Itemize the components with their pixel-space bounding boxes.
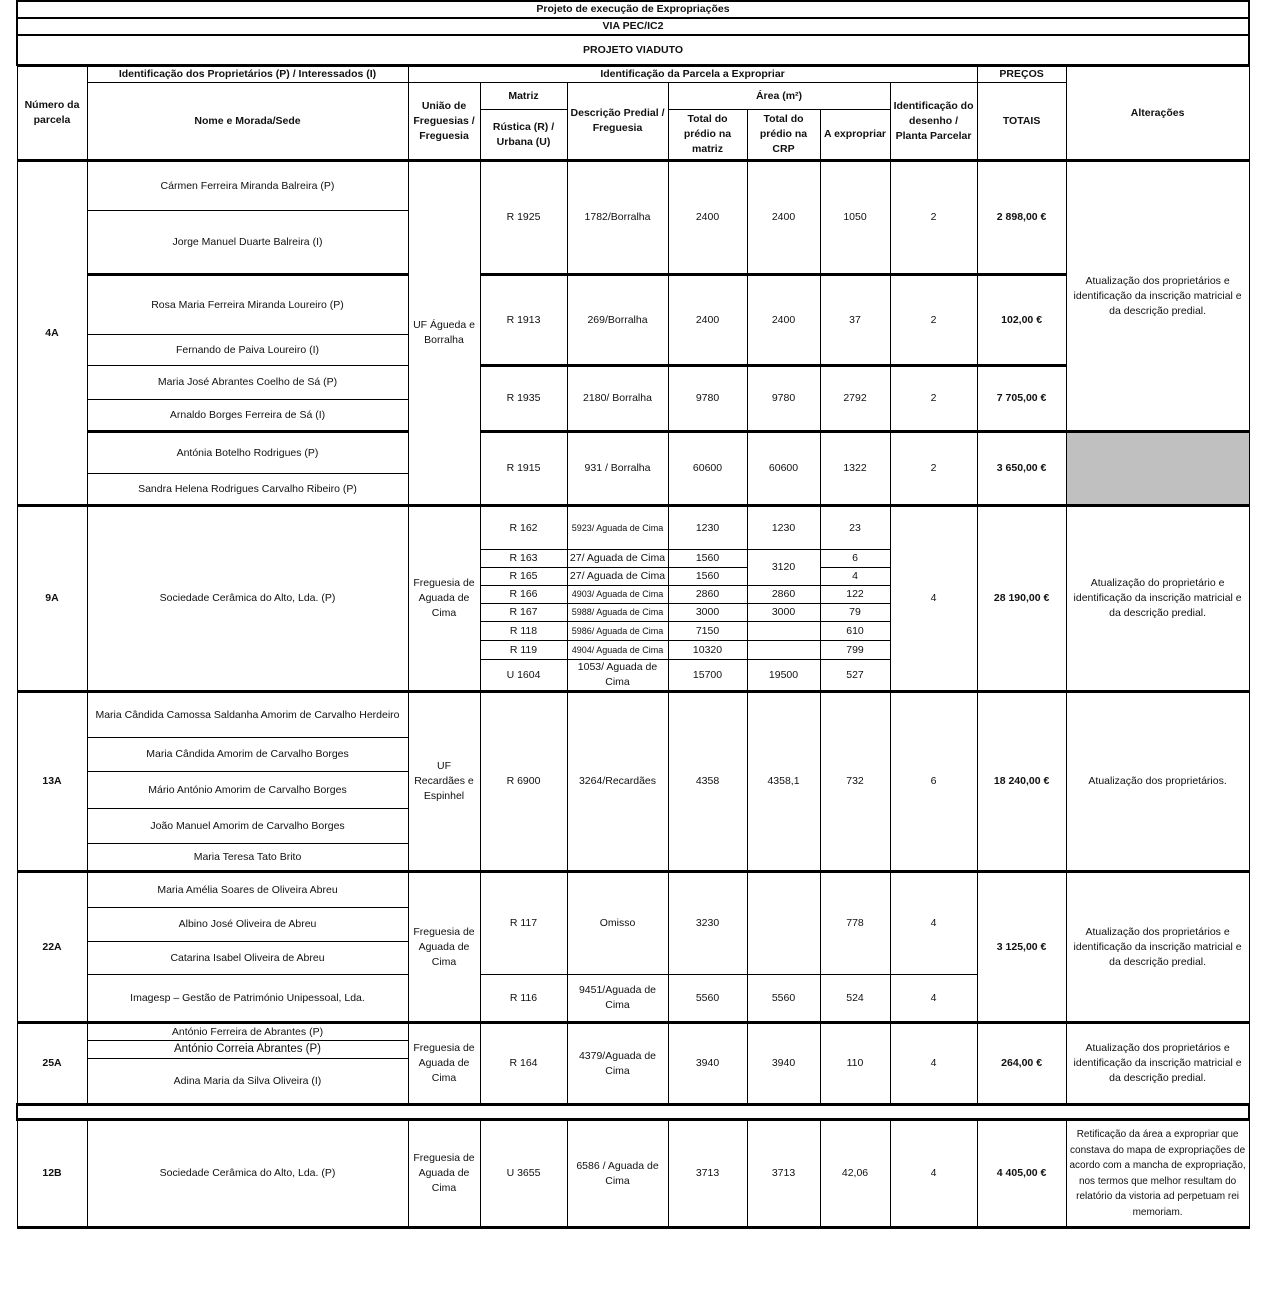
owner-name: António Ferreira de Abrantes (P) [87, 1023, 408, 1041]
matrix-article: R 162 [480, 506, 567, 550]
owner-name: Catarina Isabel Oliveira de Abreu [87, 942, 408, 975]
area-total-crp [747, 641, 820, 660]
area-total-matrix: 9780 [668, 366, 747, 432]
area-total-crp: 60600 [747, 432, 820, 506]
area-to-expropriate: 23 [820, 506, 890, 550]
matrix-article: R 118 [480, 622, 567, 641]
price-total: 18 240,00 € [977, 692, 1066, 872]
area-to-expropriate: 1050 [820, 161, 890, 275]
via-label: VIA PEC/IC2 [17, 18, 1249, 35]
owner-name: Sociedade Cerâmica do Alto, Lda. (P) [87, 1120, 408, 1228]
area-total-matrix: 3230 [668, 872, 747, 975]
area-total-matrix: 3940 [668, 1023, 747, 1105]
owner-name: Maria José Abrantes Coelho de Sá (P) [87, 366, 408, 400]
area-total-crp: 9780 [747, 366, 820, 432]
col-owners-group: Identificação dos Proprietários (P) / Interessados (I) [87, 67, 408, 83]
area-total-crp: 3000 [747, 604, 820, 622]
col-matrix: Matriz [480, 83, 567, 110]
land-description: 5986/ Aguada de Cima [567, 622, 668, 641]
land-description: 269/Borralha [567, 275, 668, 366]
owner-name: Fernando de Paiva Loureiro (I) [87, 335, 408, 366]
col-total-crp: Total do prédio na CRP [747, 110, 820, 161]
area-total-crp: 3940 [747, 1023, 820, 1105]
matrix-article: R 1935 [480, 366, 567, 432]
land-description: 4903/ Aguada de Cima [567, 586, 668, 604]
matrix-article: R 167 [480, 604, 567, 622]
parcel-number: 25A [17, 1023, 87, 1105]
col-parish: União de Freguesias / Freguesia [408, 83, 480, 161]
area-total-matrix: 1230 [668, 506, 747, 550]
matrix-article: R 116 [480, 975, 567, 1023]
owner-name: Maria Cândida Camossa Saldanha Amorim de Carvalho Herdeiro [87, 692, 408, 738]
area-to-expropriate: 2792 [820, 366, 890, 432]
matrix-article: R 6900 [480, 692, 567, 872]
area-total-matrix: 3000 [668, 604, 747, 622]
drawing-id: 4 [890, 1120, 977, 1228]
area-to-expropriate: 1322 [820, 432, 890, 506]
area-total-crp: 19500 [747, 660, 820, 692]
area-to-expropriate: 799 [820, 641, 890, 660]
area-total-crp [747, 622, 820, 641]
area-total-matrix: 2860 [668, 586, 747, 604]
land-description: 5988/ Aguada de Cima [567, 604, 668, 622]
owner-name: Mário António Amorim de Carvalho Borges [87, 772, 408, 809]
owner-name: Imagesp – Gestão de Património Unipessoal, Lda. [87, 975, 408, 1023]
drawing-id: 2 [890, 161, 977, 275]
area-total-crp [747, 872, 820, 975]
parish: Freguesia de Aguada de Cima [408, 1023, 480, 1105]
col-totals: TOTAIS [977, 83, 1066, 161]
col-rustic-urban: Rústica (R) / Urbana (U) [480, 110, 567, 161]
matrix-article: R 166 [480, 586, 567, 604]
col-name-address: Nome e Morada/Sede [87, 83, 408, 161]
change-note: Atualização dos proprietários. [1066, 692, 1249, 872]
col-to-expropriate: A expropriar [820, 110, 890, 161]
project-label: PROJETO VIADUTO [17, 35, 1249, 65]
matrix-article: R 164 [480, 1023, 567, 1105]
matrix-article: R 163 [480, 550, 567, 568]
col-parcel-group: Identificação da Parcela a Expropriar [408, 67, 977, 83]
area-total-crp: 1230 [747, 506, 820, 550]
owner-name: Adina Maria da Silva Oliveira (I) [87, 1059, 408, 1105]
col-area: Área (m²) [668, 83, 890, 110]
matrix-article: R 165 [480, 568, 567, 586]
parcel-number: 22A [17, 872, 87, 1023]
parcel-table [16, 66, 1250, 1229]
col-changes: Alterações [1066, 67, 1249, 161]
matrix-article: R 1915 [480, 432, 567, 506]
land-description: 4379/Aguada de Cima [567, 1023, 668, 1105]
spacer-row [17, 1105, 1249, 1120]
land-description: 2180/ Borralha [567, 366, 668, 432]
parcel-number: 9A [17, 506, 87, 692]
area-total-matrix: 7150 [668, 622, 747, 641]
col-prices-group: PREÇOS [977, 67, 1066, 83]
change-note: Atualização dos proprietários e identificação da inscrição matricial e da descrição predial. [1066, 1023, 1249, 1105]
area-total-crp: 3713 [747, 1120, 820, 1228]
drawing-id: 4 [890, 506, 977, 692]
owner-name: Sociedade Cerâmica do Alto, Lda. (P) [87, 506, 408, 692]
drawing-id: 2 [890, 366, 977, 432]
land-description: Omisso [567, 872, 668, 975]
parish: Freguesia de Aguada de Cima [408, 872, 480, 1023]
matrix-article: R 1925 [480, 161, 567, 275]
area-total-matrix: 2400 [668, 275, 747, 366]
owner-name: Cármen Ferreira Miranda Balreira (P) [87, 161, 408, 211]
area-to-expropriate: 778 [820, 872, 890, 975]
area-total-matrix: 1560 [668, 550, 747, 568]
owner-name: Maria Amélia Soares de Oliveira Abreu [87, 872, 408, 908]
drawing-id: 4 [890, 872, 977, 975]
price-total: 4 405,00 € [977, 1120, 1066, 1228]
drawing-id: 6 [890, 692, 977, 872]
parcel-number: 4A [17, 161, 87, 506]
drawing-id: 2 [890, 275, 977, 366]
area-to-expropriate: 524 [820, 975, 890, 1023]
change-note: Atualização dos proprietários e identificação da inscrição matricial e da descrição predial. [1066, 872, 1249, 1023]
area-total-matrix: 60600 [668, 432, 747, 506]
area-total-matrix: 1560 [668, 568, 747, 586]
col-parcel-number: Número da parcela [17, 67, 87, 161]
area-total-matrix: 5560 [668, 975, 747, 1023]
area-to-expropriate: 37 [820, 275, 890, 366]
matrix-article: R 1913 [480, 275, 567, 366]
area-to-expropriate: 42,06 [820, 1120, 890, 1228]
owner-name: João Manuel Amorim de Carvalho Borges [87, 809, 408, 844]
area-to-expropriate: 110 [820, 1023, 890, 1105]
price-total: 102,00 € [977, 275, 1066, 366]
price-total: 7 705,00 € [977, 366, 1066, 432]
price-total: 264,00 € [977, 1023, 1066, 1105]
parish: Freguesia de Aguada de Cima [408, 506, 480, 692]
area-to-expropriate: 610 [820, 622, 890, 641]
area-total-matrix: 3713 [668, 1120, 747, 1228]
owner-name: Rosa Maria Ferreira Miranda Loureiro (P) [87, 275, 408, 335]
price-total: 3 125,00 € [977, 872, 1066, 1023]
parcel-number: 12B [17, 1120, 87, 1228]
area-total-crp: 3120 [747, 550, 820, 586]
price-total: 3 650,00 € [977, 432, 1066, 506]
area-total-crp: 2860 [747, 586, 820, 604]
area-total-crp: 2400 [747, 275, 820, 366]
land-description: 1053/ Aguada de Cima [567, 660, 668, 692]
matrix-article: R 119 [480, 641, 567, 660]
owner-name: Jorge Manuel Duarte Balreira (I) [87, 211, 408, 275]
expropriation-sheet [16, 0, 1248, 1229]
col-description: Descrição Predial / Freguesia [567, 83, 668, 161]
drawing-id: 4 [890, 1023, 977, 1105]
doc-title: Projeto de execução de Expropriações [17, 1, 1249, 18]
owner-name: Antónia Botelho Rodrigues (P) [87, 432, 408, 474]
parish: UF Recardães e Espinhel [408, 692, 480, 872]
area-total-crp: 2400 [747, 161, 820, 275]
change-note-empty [1066, 432, 1249, 506]
col-drawing-id: Identificação do desenho / Planta Parcelar [890, 83, 977, 161]
area-to-expropriate: 122 [820, 586, 890, 604]
land-description: 931 / Borralha [567, 432, 668, 506]
area-total-matrix: 15700 [668, 660, 747, 692]
land-description: 1782/Borralha [567, 161, 668, 275]
land-description: 5923/ Aguada de Cima [567, 506, 668, 550]
change-note: Atualização do proprietário e identificação da inscrição matricial e da descrição predial. [1066, 506, 1249, 692]
land-description: 3264/Recardães [567, 692, 668, 872]
area-total-matrix: 10320 [668, 641, 747, 660]
matrix-article: U 3655 [480, 1120, 567, 1228]
title-block [16, 0, 1250, 66]
drawing-id: 2 [890, 432, 977, 506]
land-description: 4904/ Aguada de Cima [567, 641, 668, 660]
land-description: 27/ Aguada de Cima [567, 550, 668, 568]
land-description: 6586 / Aguada de Cima [567, 1120, 668, 1228]
area-to-expropriate: 732 [820, 692, 890, 872]
parish: Freguesia de Aguada de Cima [408, 1120, 480, 1228]
col-total-matrix: Total do prédio na matriz [668, 110, 747, 161]
area-total-matrix: 4358 [668, 692, 747, 872]
price-total: 2 898,00 € [977, 161, 1066, 275]
owner-name: António Correia Abrantes (P) [87, 1041, 408, 1059]
matrix-article: U 1604 [480, 660, 567, 692]
land-description: 9451/Aguada de Cima [567, 975, 668, 1023]
change-note: Atualização dos proprietários e identificação da inscrição matricial e da descrição predial. [1066, 161, 1249, 432]
parcel-number: 13A [17, 692, 87, 872]
owner-name: Maria Teresa Tato Brito [87, 844, 408, 872]
parish: UF Águeda e Borralha [408, 161, 480, 506]
area-to-expropriate: 527 [820, 660, 890, 692]
change-note: Retificação da área a expropriar que constava do mapa de expropriações de acordo com a mancha de expropriação, nos termos que melhor resultam do relatório da vistoria ad perpetuam rei memoriam. [1066, 1120, 1249, 1228]
owner-name: Maria Cândida Amorim de Carvalho Borges [87, 738, 408, 772]
area-total-crp: 5560 [747, 975, 820, 1023]
area-to-expropriate: 79 [820, 604, 890, 622]
owner-name: Sandra Helena Rodrigues Carvalho Ribeiro (P) [87, 474, 408, 506]
drawing-id: 4 [890, 975, 977, 1023]
owner-name: Arnaldo Borges Ferreira de Sá (I) [87, 400, 408, 432]
owner-name: Albino José Oliveira de Abreu [87, 908, 408, 942]
area-to-expropriate: 4 [820, 568, 890, 586]
matrix-article: R 117 [480, 872, 567, 975]
area-total-crp: 4358,1 [747, 692, 820, 872]
land-description: 27/ Aguada de Cima [567, 568, 668, 586]
price-total: 28 190,00 € [977, 506, 1066, 692]
area-total-matrix: 2400 [668, 161, 747, 275]
area-to-expropriate: 6 [820, 550, 890, 568]
